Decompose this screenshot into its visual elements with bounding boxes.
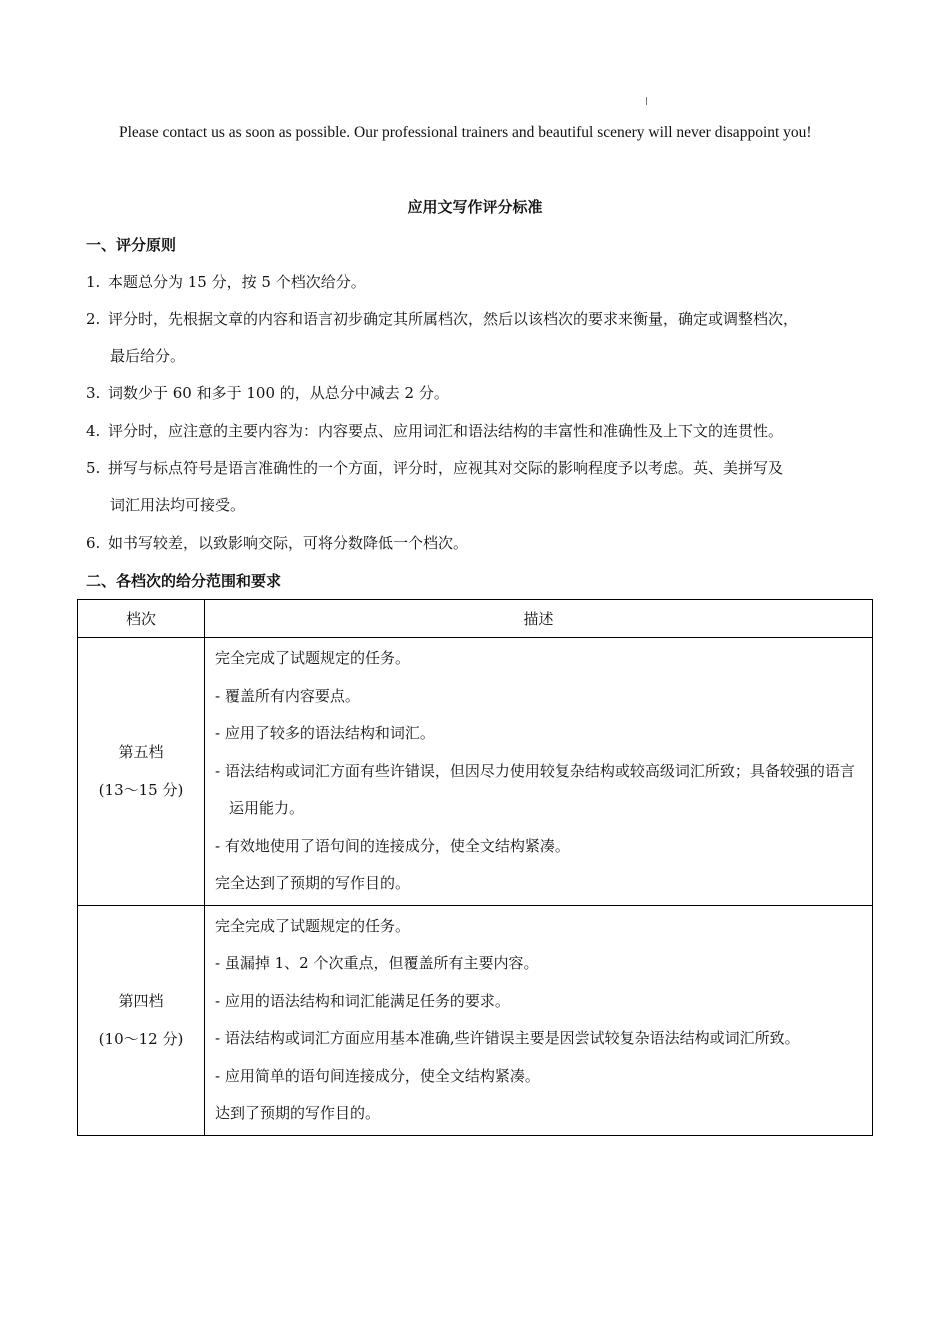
level-cell xyxy=(78,905,205,1135)
description-line: - 虽漏掉 1、2 个次重点，但覆盖所有主要内容。 xyxy=(215,954,539,972)
description-line: - 应用简单的语句间连接成分，使全文结构紧凑。 xyxy=(215,1066,540,1085)
description-line: - 应用了较多的语法结构和词汇。 xyxy=(215,724,435,742)
description-line: - 有效地使用了语句间的连接成分，使全文结构紧凑。 xyxy=(215,836,570,855)
page-mark xyxy=(646,97,647,105)
rule-item: 1. 本题总分为 15 分，按 5 个档次给分。 xyxy=(86,273,366,291)
description-line: 完全完成了试题规定的任务。 xyxy=(215,649,411,667)
column-header-level: 档次 xyxy=(78,600,205,638)
table-row xyxy=(78,905,873,1135)
column-header-description: 描述 xyxy=(205,600,873,638)
level-name: 第四档 xyxy=(118,992,164,1010)
section2-heading: 二、各档次的给分范围和要求 xyxy=(86,572,282,590)
section1-heading: 一、评分原则 xyxy=(86,236,177,254)
level-range: (13～15 分) xyxy=(98,781,184,800)
description-line: 达到了预期的写作目的。 xyxy=(215,1104,381,1122)
rule-item: 5. 拼写与标点符号是语言准确性的一个方面，评分时，应视其对交际的影响程度予以考虑。英、美拼写及 词汇用法均可接受。 xyxy=(86,459,784,514)
description-line: 完全达到了预期的写作目的。 xyxy=(215,874,411,892)
description-line: - 语法结构或词汇方面应用基本准确,些许错误主要是因尝试较复杂语法结构或词汇所致。 xyxy=(215,1029,800,1047)
description-line: - 应用的语法结构和词汇能满足任务的要求。 xyxy=(215,991,510,1010)
level-range: (10～12 分) xyxy=(98,1030,184,1048)
intro-text: Please contact us as soon as possible. Our professional trainers and beautiful scenery will never disappoint you! xyxy=(119,124,812,141)
page-title: 应用文写作评分标准 xyxy=(407,198,543,216)
level-cell xyxy=(78,638,205,906)
scoring-table xyxy=(77,599,873,1136)
rule-item: 3. 词数少于 60 和多于 100 的，从总分中减去 2 分。 xyxy=(86,384,449,402)
rule-item: 6. 如书写较差，以致影响交际，可将分数降低一个档次。 xyxy=(86,534,469,552)
rule-item: 4. 评分时，应注意的主要内容为：内容要点、应用词汇和语法结构的丰富性和准确性及上下文的连贯性。 xyxy=(86,422,784,440)
description-cell xyxy=(205,905,873,1135)
table-header-row xyxy=(78,600,873,638)
intro-paragraph xyxy=(86,114,864,152)
rule-item: 2. 评分时，先根据文章的内容和语言初步确定其所属档次，然后以该档次的要求来衡量，确定或调整档次， 最后给分。 xyxy=(86,310,799,365)
description-line: 完全完成了试题规定的任务。 xyxy=(215,916,411,935)
description-line: - 语法结构或词汇方面有些许错误，但因尽力使用较复杂结构或较高级词汇所致；具备较强的语言运用能力。 xyxy=(215,761,855,817)
table-row xyxy=(78,638,873,906)
description-line: - 覆盖所有内容要点。 xyxy=(215,686,360,705)
level-name: 第五档 xyxy=(118,743,164,762)
description-cell xyxy=(205,638,873,906)
